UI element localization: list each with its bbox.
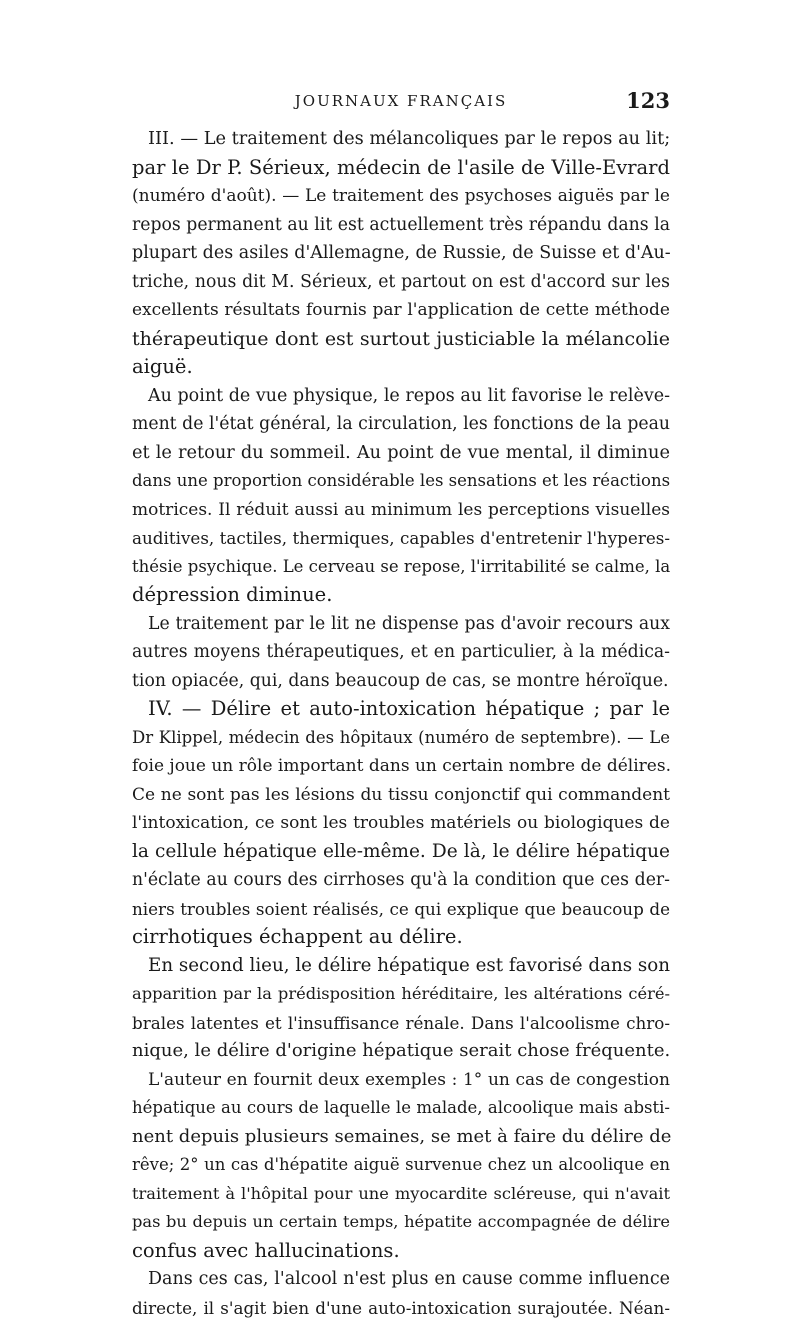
text-line: la cellule hépatique elle-même. De là, le délire hépatique xyxy=(132,838,670,867)
text-line: et le retour du sommeil. Au point de vue mental, il diminue xyxy=(132,439,670,468)
text-line: Ce ne sont pas les lésions du tissu conjonctif qui commandent xyxy=(132,781,670,810)
text-line: n'éclate au cours des cirrhoses qu'à la condition que ces der- xyxy=(132,866,670,895)
text-line: directe, il s'agit bien d'une auto-intoxication surajoutée. Néan- xyxy=(132,1294,670,1322)
paragraph xyxy=(132,1265,670,1322)
text-line: nique, le délire d'origine hépatique serait chose fréquente. xyxy=(132,1037,670,1066)
text-line: traitement à l'hôpital pour une myocardite scléreuse, qui n'avait xyxy=(132,1180,670,1209)
paragraph xyxy=(132,1066,670,1266)
text-line: niers troubles soient réalisés, ce qui explique que beaucoup de xyxy=(132,895,670,924)
text-line: hépatique au cours de laquelle le malade, alcoolique mais absti- xyxy=(132,1094,670,1123)
text-line: autres moyens thérapeutiques, et en particulier, à la médica- xyxy=(132,638,670,667)
text-line: Au point de vue physique, le repos au lit favorise le relève- xyxy=(132,382,670,411)
text-line: L'auteur en fournit deux exemples : 1° un cas de congestion xyxy=(132,1066,670,1095)
paragraph xyxy=(132,610,670,696)
text-line: cirrhotiques échappent au délire. xyxy=(132,923,670,952)
text-line: repos permanent au lit est actuellement très répandu dans la xyxy=(132,211,670,240)
text-line: brales latentes et l'insuffisance rénale. Dans l'alcoolisme chro- xyxy=(132,1009,670,1038)
text-line: En second lieu, le délire hépatique est favorisé dans son xyxy=(132,952,670,981)
paragraph xyxy=(132,695,670,952)
page-header xyxy=(132,88,670,118)
page-number: 123 xyxy=(626,88,670,113)
text-line: (numéro d'août). — Le traitement des psychoses aiguës par le xyxy=(132,182,670,211)
text-line: excellents résultats fournis par l'application de cette méthode xyxy=(132,296,670,325)
text-line: Dr Klippel, médecin des hôpitaux (numéro de septembre). — Le xyxy=(132,724,670,753)
text-line: apparition par la prédisposition héréditaire, les altérations céré- xyxy=(132,980,670,1009)
text-line: nent depuis plusieurs semaines, se met à faire du délire de xyxy=(132,1123,670,1152)
text-line: rêve; 2° un cas d'hépatite aiguë survenue chez un alcoolique en xyxy=(132,1151,670,1180)
text-line: thérapeutique dont est surtout justiciable la mélancolie xyxy=(132,325,670,354)
text-line: dans une proportion considérable les sensations et les réactions xyxy=(132,467,670,496)
text-line: pas bu depuis un certain temps, hépatite accompagnée de délire xyxy=(132,1208,670,1237)
paragraph xyxy=(132,125,670,382)
text-line: dépression diminue. xyxy=(132,581,670,610)
text-line: thésie psychique. Le cerveau se repose, l'irritabilité se calme, la xyxy=(132,553,670,582)
text-line: auditives, tactiles, thermiques, capables d'entretenir l'hyperes- xyxy=(132,524,670,553)
text-line: triche, nous dit M. Sérieux, et partout on est d'accord sur les xyxy=(132,268,670,297)
text-line: par le Dr P. Sérieux, médecin de l'asile de Ville-Evrard xyxy=(132,154,670,183)
text-line: foie joue un rôle important dans un certain nombre de délires. xyxy=(132,752,670,781)
body-text xyxy=(132,125,670,1322)
text-line: Dans ces cas, l'alcool n'est plus en cause comme influence xyxy=(132,1265,670,1294)
text-line: Le traitement par le lit ne dispense pas d'avoir recours aux xyxy=(132,610,670,639)
paragraph xyxy=(132,382,670,610)
text-line: aiguë. xyxy=(132,353,670,382)
text-line: III. — Le traitement des mélancoliques par le repos au lit; xyxy=(132,125,670,154)
text-line: motrices. Il réduit aussi au minimum les perceptions visuelles xyxy=(132,496,670,525)
text-line: ment de l'état général, la circulation, les fonctions de la peau xyxy=(132,410,670,439)
text-line: plupart des asiles d'Allemagne, de Russie, de Suisse et d'Au- xyxy=(132,239,670,268)
text-line: l'intoxication, ce sont les troubles matériels ou biologiques de xyxy=(132,809,670,838)
text-line: tion opiacée, qui, dans beaucoup de cas, se montre héroïque. xyxy=(132,667,670,696)
text-line: IV. — Délire et auto-intoxication hépatique ; par le xyxy=(132,695,670,724)
running-title: JOURNAUX FRANÇAIS xyxy=(132,92,670,110)
paragraph xyxy=(132,952,670,1066)
text-line: confus avec hallucinations. xyxy=(132,1237,670,1266)
